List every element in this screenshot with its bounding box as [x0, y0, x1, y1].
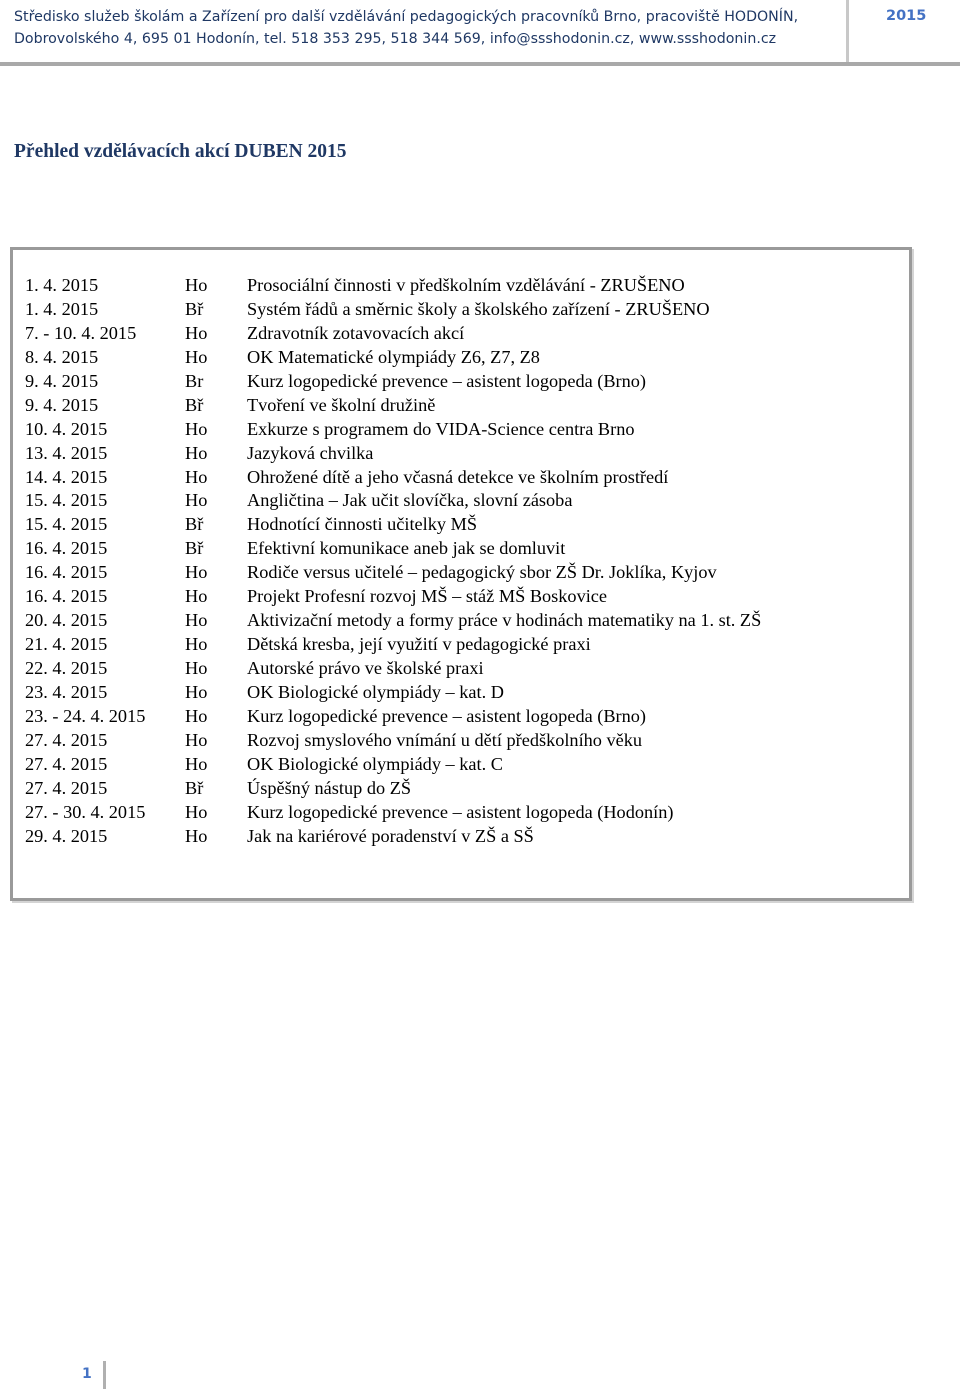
event-location: Bř: [185, 298, 204, 319]
event-date: 22. 4. 2015: [25, 658, 108, 678]
event-date: 1. 4. 2015: [25, 298, 99, 319]
event-date: 1. 4. 2015: [25, 275, 99, 295]
event-title: Kurz logopedické prevence – asistent logopeda (Brno): [247, 705, 647, 726]
event-row: [25, 753, 905, 777]
event-location: Bř: [185, 777, 204, 798]
event-date: 23. 4. 2015: [25, 681, 108, 702]
event-title: Projekt Profesní rozvoj MŠ – stáž MŠ Boskovice: [247, 586, 608, 607]
event-row: [25, 825, 905, 849]
event-row: [25, 537, 905, 561]
header-address: [14, 6, 798, 50]
event-row: [25, 274, 905, 298]
event-row: [25, 322, 905, 346]
event-title: OK Biologické olympiády – kat. D: [247, 681, 504, 702]
event-location: Ho: [185, 801, 208, 822]
event-row: [25, 681, 905, 705]
event-location: Ho: [185, 753, 208, 774]
events-list: [25, 274, 905, 849]
event-title: Efektivní komunikace aneb jak se domluvit: [247, 538, 566, 559]
event-title: OK Biologické olympiády – kat. C: [247, 753, 503, 774]
event-location: Ho: [185, 490, 208, 511]
event-title: Angličtina – Jak učit slovíčka, slovní zásoba: [247, 490, 573, 511]
event-location: Ho: [185, 418, 208, 439]
event-title: Jazyková chvilka: [247, 442, 374, 463]
event-row: [25, 729, 905, 753]
event-date: 27. 4. 2015: [25, 777, 108, 798]
event-date: 16. 4. 2015: [25, 562, 108, 583]
event-row: [25, 657, 905, 681]
event-row: [25, 418, 905, 442]
header-year: 2015: [886, 8, 927, 24]
event-location: Ho: [185, 610, 208, 631]
event-location: Bř: [185, 514, 204, 535]
header-line-contact: Dobrovolského 4, 695 01 Hodonín, tel. 518 353 295, 518 344 569, info@ssshodonin.cz, www.ssshodonin.cz: [14, 31, 777, 47]
event-date: 7. - 10. 4. 2015: [25, 322, 137, 343]
event-date: 16. 4. 2015: [25, 586, 108, 607]
event-title: OK Matematické olympiády Z6, Z7, Z8: [247, 346, 540, 367]
event-title: Systém řádů a směrnic školy a školského zařízení - ZRUŠENO: [247, 298, 710, 319]
event-date: 8. 4. 2015: [25, 346, 99, 367]
event-location: Ho: [185, 466, 208, 487]
event-title: Hodnotící činnosti učitelky MŠ: [247, 514, 478, 535]
event-row: [25, 370, 905, 394]
event-title: Kurz logopedické prevence – asistent logopeda (Hodonín): [247, 801, 674, 822]
event-location: Ho: [185, 562, 208, 583]
event-title: Tvoření ve školní družině: [247, 394, 436, 415]
event-row: [25, 801, 905, 825]
event-title: Ohrožené dítě a jeho včasná detekce ve školním prostředí: [247, 466, 669, 487]
page-header: [0, 0, 960, 62]
event-row: [25, 777, 905, 801]
event-location: Ho: [185, 658, 208, 678]
header-line-organization: Středisko služeb školám a Zařízení pro další vzdělávání pedagogických pracovníků Brno, pracoviště HODONÍN,: [14, 9, 799, 25]
event-date: 14. 4. 2015: [25, 466, 108, 487]
event-title: Kurz logopedické prevence – asistent logopeda (Brno): [247, 370, 647, 391]
event-date: 9. 4. 2015: [25, 394, 99, 415]
event-date: 9. 4. 2015: [25, 370, 99, 391]
event-date: 16. 4. 2015: [25, 538, 108, 559]
event-location: Ho: [185, 705, 208, 726]
event-row: [25, 466, 905, 490]
event-location: Ho: [185, 275, 208, 295]
event-title: Autorské právo ve školské praxi: [247, 658, 484, 678]
event-date: 23. - 24. 4. 2015: [25, 705, 146, 726]
event-row: [25, 513, 905, 537]
event-location: Ho: [185, 322, 208, 343]
event-date: 10. 4. 2015: [25, 418, 108, 439]
event-row: [25, 561, 905, 585]
event-row: [25, 346, 905, 370]
event-row: [25, 633, 905, 657]
event-title: Prosociální činnosti v předškolním vzdělávání - ZRUŠENO: [247, 275, 685, 295]
event-title: Jak na kariérové poradenství v ZŠ a SŠ: [247, 825, 534, 846]
event-title: Úspěšný nástup do ZŠ: [247, 777, 412, 798]
header-rule: [0, 62, 960, 66]
event-row: [25, 705, 905, 729]
event-title: Rozvoj smyslového vnímání u dětí předškolního věku: [247, 729, 643, 750]
event-date: 27. 4. 2015: [25, 753, 108, 774]
event-row: [25, 298, 905, 322]
event-row: [25, 489, 905, 513]
event-title: Zdravotník zotavovacích akcí: [247, 322, 465, 343]
event-date: 15. 4. 2015: [25, 514, 108, 535]
page-number: 1: [82, 1366, 92, 1382]
event-title: Aktivizační metody a formy práce v hodinách matematiky na 1. st. ZŠ: [247, 610, 762, 631]
event-location: Ho: [185, 346, 208, 367]
event-date: 13. 4. 2015: [25, 442, 108, 463]
event-row: [25, 585, 905, 609]
event-row: [25, 394, 905, 418]
event-location: Ho: [185, 586, 208, 607]
event-row: [25, 442, 905, 466]
event-date: 27. 4. 2015: [25, 729, 108, 750]
event-date: 29. 4. 2015: [25, 825, 108, 846]
page-title: Přehled vzdělávacích akcí DUBEN 2015: [14, 141, 347, 162]
event-location: Ho: [185, 634, 208, 655]
event-location: Ho: [185, 729, 208, 750]
event-title: Exkurze s programem do VIDA-Science centra Brno: [247, 418, 635, 439]
event-date: 27. - 30. 4. 2015: [25, 801, 146, 822]
event-location: Ho: [185, 681, 208, 702]
footer-divider: [103, 1361, 106, 1389]
event-location: Bř: [185, 394, 204, 415]
event-row: [25, 609, 905, 633]
event-date: 15. 4. 2015: [25, 490, 108, 511]
event-date: 20. 4. 2015: [25, 610, 108, 631]
event-location: Bř: [185, 538, 204, 559]
event-location: Ho: [185, 442, 208, 463]
header-divider: [846, 0, 849, 62]
event-title: Rodiče versus učitelé – pedagogický sbor ZŠ Dr. Joklíka, Kyjov: [247, 562, 717, 583]
event-date: 21. 4. 2015: [25, 634, 108, 655]
event-title: Dětská kresba, její využití v pedagogické praxi: [247, 634, 591, 655]
event-location: Ho: [185, 825, 208, 846]
event-location: Br: [185, 370, 204, 391]
